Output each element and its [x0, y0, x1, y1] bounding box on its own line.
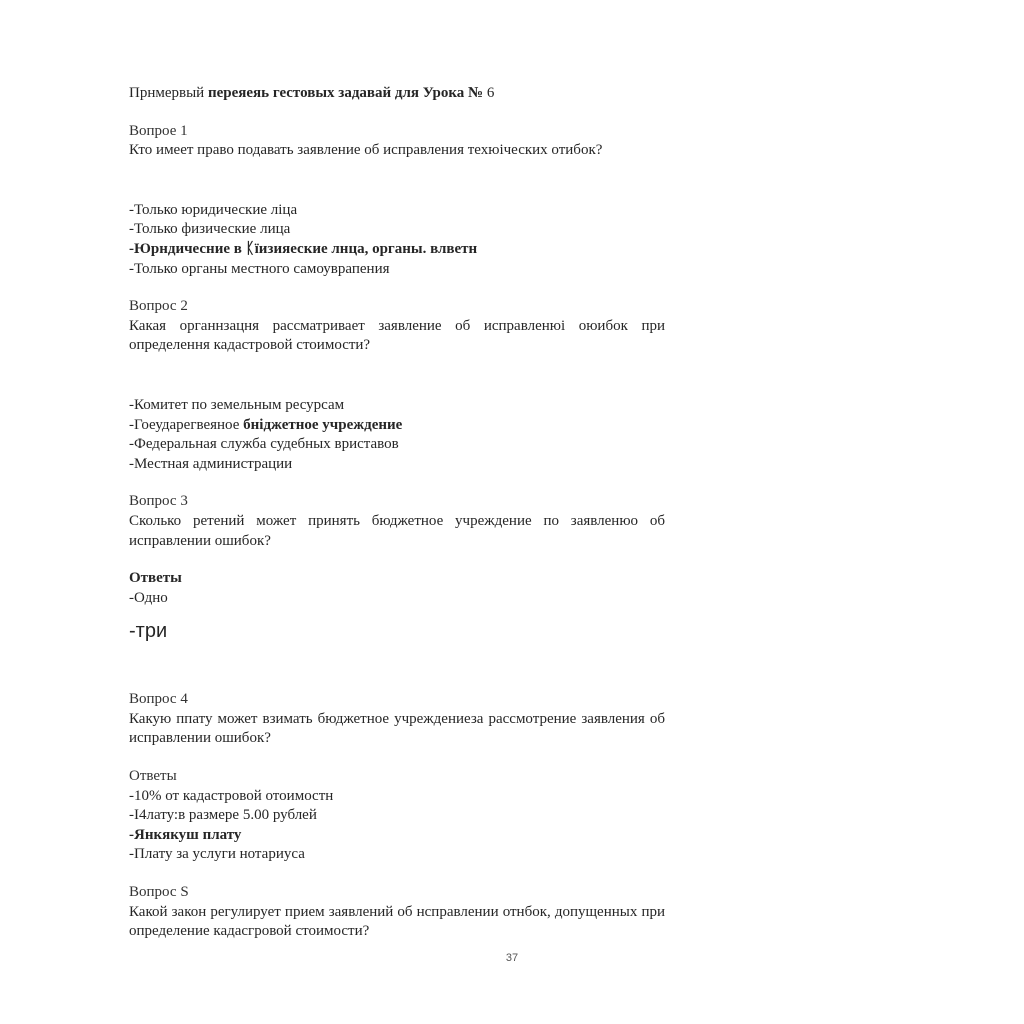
question-4-answer-4: -Плату за услуги нотариуса [129, 846, 305, 863]
question-2-answer-3: -Федеральная служба судебных вриставов [129, 436, 399, 453]
question-4-text: Какую ппату может взимать бюджетное учреждениеза рассмотрение заявления об исправлении ошибок? [129, 710, 665, 747]
question-5-text: Какой закон регулирует прием заявлений об нсправлении отнбок, допущенных при определение кадасгровой стоимости? [129, 903, 665, 940]
question-1-heading: Вопрое 1 [129, 122, 188, 139]
question-3-text: Сколько ретений может принять бюджетное учреждение по заявленюо об исправлении ошибок? [129, 512, 665, 549]
question-1-answer-1: -Только юридические ліца [129, 201, 298, 218]
title-prefix: Прнмервый [129, 85, 208, 101]
page-content [129, 84, 665, 942]
question-4-answer-1: -10% от кадастровой отоимостн [129, 787, 334, 804]
question-2-text: Какая органнзацня рассматривает заявление об исправленюі оюибок при определення кадастровой стоимости? [129, 317, 665, 354]
question-4-answer-3: -Янкякуш плату [129, 826, 242, 843]
question-2-heading: Вопрос 2 [129, 298, 188, 315]
question-1-text: Кто имеет право подавать заявление об исправления техюіческих отибок? [129, 142, 603, 159]
question-2-answer-2 [129, 416, 665, 436]
question-2-answer-1: -Комитет по земельным ресурсам [129, 396, 345, 413]
question-5-heading: Вопрос S [129, 884, 189, 901]
page-number: 37 [505, 952, 519, 964]
title-bold: переяеяь гестовых задавай для Урока № [207, 85, 484, 101]
question-3-answers-label: Ответы [129, 570, 182, 587]
question-2-answer-2-bold: бнiджетное учреждение [243, 416, 403, 433]
page-title [129, 84, 665, 104]
question-3-answer-2: -три [129, 620, 168, 643]
question-1-answer-2: -Только физические лица [129, 221, 291, 238]
question-4-answers-label: Ответы [129, 768, 177, 785]
question-2-answer-2-prefix: -Гоеударегвеяное [129, 416, 244, 433]
question-4-heading: Вопрос 4 [129, 691, 188, 708]
question-2-answer-4: -Местная администрации [129, 455, 293, 472]
title-suffix: 6 [483, 85, 495, 101]
question-1-answer-3: -Юрндичесние в ᛕїизияеские лнца, органы. влветн [129, 240, 478, 257]
question-1-answer-4: -Только органы местного самоуврапения [129, 260, 390, 277]
question-3-heading: Вопрос 3 [129, 493, 188, 510]
question-3-answer-1: -Одно [129, 589, 168, 606]
question-4-answer-2: -I4лату:в размере 5.00 рублей [129, 807, 317, 824]
